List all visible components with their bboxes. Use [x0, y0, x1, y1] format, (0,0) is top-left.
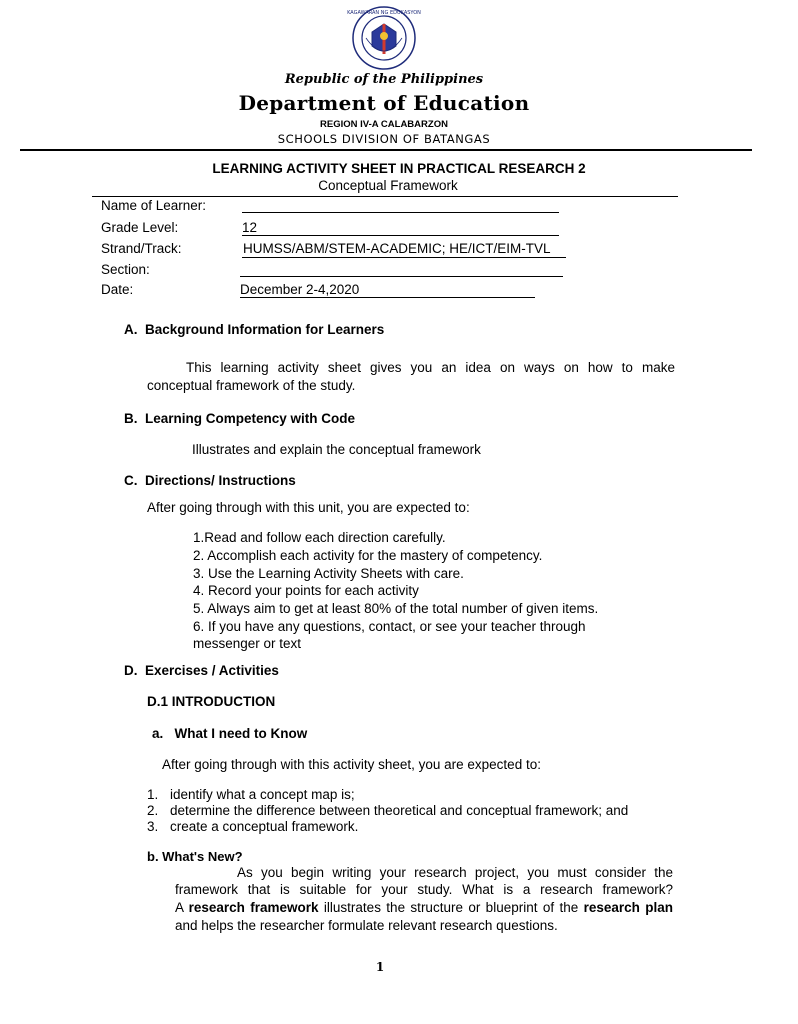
- section-b-text: Illustrates and explain the conceptual framework: [192, 442, 481, 457]
- objective-text: create a conceptual framework.: [170, 819, 359, 834]
- header-divider: [20, 149, 752, 151]
- direction-item: messenger or text: [193, 636, 302, 651]
- what-i-need-to-know-intro: After going through with this activity sheet, you are expected to:: [162, 757, 541, 772]
- whats-new-line-1: As you begin writing your research project, you must consider the: [237, 865, 673, 880]
- deped-seal-logo: [347, 6, 421, 70]
- document-title: LEARNING ACTIVITY SHEET IN PRACTICAL RESEARCH 2: [212, 161, 586, 176]
- region-heading: REGION IV-A CALABARZON: [320, 119, 448, 130]
- section-c-heading: C. Directions/ Instructions: [124, 473, 296, 488]
- date-underline: [240, 297, 535, 298]
- info-divider: [92, 196, 678, 197]
- direction-item: 6. If you have any questions, contact, or see your teacher through: [193, 619, 586, 634]
- section-b-heading: B. Learning Competency with Code: [124, 411, 356, 426]
- grade-value: 12: [242, 220, 258, 235]
- page-number: 1: [375, 960, 385, 974]
- whats-new-line-4: and helps the researcher formulate relevant research questions.: [175, 918, 558, 933]
- section-label: Section:: [101, 262, 150, 277]
- strand-underline: [242, 257, 566, 258]
- division-heading: SCHOOLS DIVISION OF BATANGAS: [277, 132, 491, 146]
- name-underline: [242, 212, 559, 213]
- direction-item: 2. Accomplish each activity for the mastery of competency.: [193, 548, 543, 563]
- direction-item: 1.Read and follow each direction carefully.: [193, 530, 446, 545]
- objective-number: 1.: [147, 787, 159, 802]
- date-value: December 2-4,2020: [240, 282, 360, 297]
- direction-item: 3. Use the Learning Activity Sheets with care.: [193, 566, 464, 581]
- document-subtitle: Conceptual Framework: [318, 178, 458, 193]
- section-a-text-line-2: conceptual framework of the study.: [147, 378, 356, 393]
- whats-new-line-2: framework that is suitable for your study. What is a research framework?: [175, 882, 673, 897]
- whats-new-text: A: [175, 900, 189, 915]
- section-a-heading: A. Background Information for Learners: [124, 322, 385, 337]
- section-a-text-line-1: This learning activity sheet gives you an idea on ways on how to make: [186, 360, 675, 375]
- strand-value: HUMSS/ABM/STEM-ACADEMIC; HE/ICT/EIM-TVL: [243, 241, 551, 256]
- svg-text:KAGAWARAN NG EDUKASYON: KAGAWARAN NG EDUKASYON: [347, 10, 421, 16]
- section-c-intro: After going through with this unit, you are expected to:: [147, 500, 470, 515]
- section-d-heading: D. Exercises / Activities: [124, 663, 279, 678]
- research-framework-term: research framework: [188, 900, 319, 915]
- name-label: Name of Learner:: [101, 198, 207, 213]
- date-label: Date:: [101, 282, 134, 297]
- what-i-need-to-know-heading: a. What I need to Know: [152, 726, 308, 741]
- objective-number: 2.: [147, 803, 159, 818]
- grade-label: Grade Level:: [101, 220, 179, 235]
- direction-item: 4. Record your points for each activity: [193, 583, 419, 598]
- strand-label: Strand/Track:: [101, 241, 182, 256]
- d1-heading: D.1 INTRODUCTION: [147, 694, 276, 709]
- section-underline: [240, 276, 563, 277]
- whats-new-heading: b. What's New?: [147, 849, 243, 864]
- objective-text: determine the difference between theoretical and conceptual framework; and: [170, 803, 629, 818]
- objective-text: identify what a concept map is;: [170, 787, 355, 802]
- direction-item: 5. Always aim to get at least 80% of the total number of given items.: [193, 601, 599, 616]
- research-plan-term: research plan: [583, 900, 674, 915]
- department-heading: Department of Education: [238, 91, 530, 115]
- republic-heading: Republic of the Philippines: [284, 72, 484, 87]
- whats-new-line-3: [175, 899, 673, 917]
- grade-underline: [242, 235, 559, 236]
- objective-number: 3.: [147, 819, 159, 834]
- whats-new-text: illustrates the structure or blueprint of the: [318, 900, 584, 915]
